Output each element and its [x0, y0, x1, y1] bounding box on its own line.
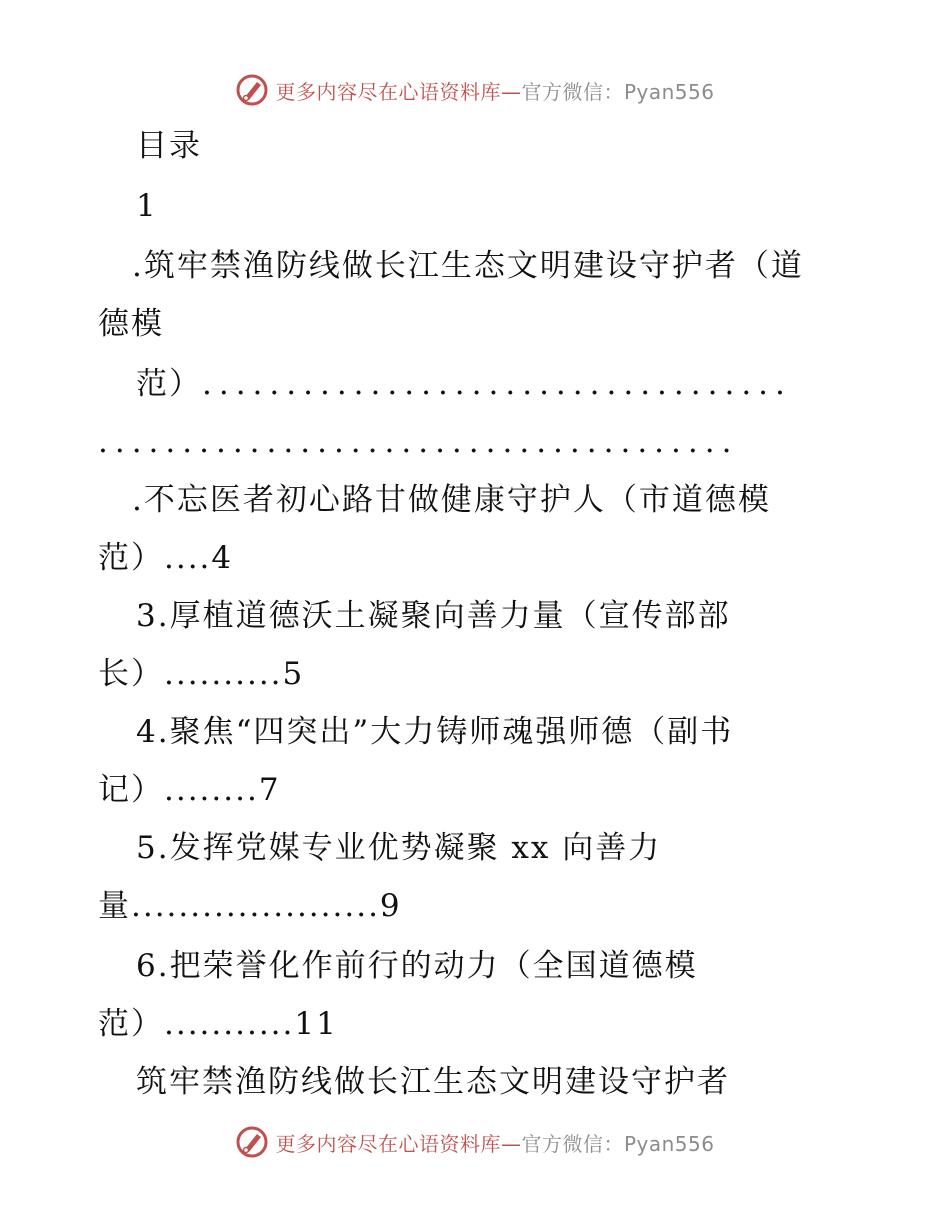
watermark-text	[275, 1128, 714, 1157]
toc-item-3-line-2: 长）..........5	[98, 656, 305, 692]
toc-item-1-dots-b: ......................................	[98, 424, 739, 460]
toc-item-5-line-2: 量.....................9	[98, 888, 402, 924]
toc-item-1-line-1: .筑牢禁渔防线做长江生态文明建设守护者（道	[132, 248, 804, 284]
toc-item-4-line-2: 记）........7	[98, 772, 281, 808]
toc-number-1: 1	[136, 188, 158, 224]
toc-item-2-line-1: .不忘医者初心路甘做健康守护人（市道德模	[132, 482, 771, 518]
logo-icon	[235, 1125, 269, 1159]
logo-icon	[235, 73, 269, 107]
toc-item-4-line-1: 4.聚焦“四突出”大力铸师魂强师德（副书	[136, 714, 734, 750]
watermark-sub: 官方微信：Pyan556	[521, 1131, 715, 1156]
toc-item-2-line-2: 范）....4	[98, 540, 234, 576]
toc-item-1-line-3	[136, 364, 792, 404]
watermark-sub: 官方微信：Pyan556	[521, 79, 715, 104]
toc-item-1-label: 范）	[136, 366, 202, 402]
toc-item-3-line-1: 3.厚植道德沃土凝聚向善力量（宣传部部	[136, 598, 731, 634]
toc-item-6-line-1: 6.把荣誉化作前行的动力（全国道德模	[136, 948, 698, 984]
watermark-text	[275, 76, 714, 105]
section-heading: 筑牢禁渔防线做长江生态文明建设守护者	[136, 1064, 730, 1100]
toc-item-5-line-1: 5.发挥党媒专业优势凝聚 xx 向善力	[136, 830, 662, 866]
watermark-main: 更多内容尽在心语资料库—	[275, 1131, 522, 1156]
footer-watermark	[0, 1122, 950, 1162]
header-watermark	[0, 70, 950, 110]
watermark-main: 更多内容尽在心语资料库—	[275, 79, 522, 104]
toc-title: 目录	[136, 128, 202, 164]
toc-item-1-line-2: 德模	[98, 306, 164, 342]
toc-item-1-dots-a: ...................................	[202, 366, 792, 402]
toc-item-6-line-2: 范）...........11	[98, 1006, 338, 1042]
